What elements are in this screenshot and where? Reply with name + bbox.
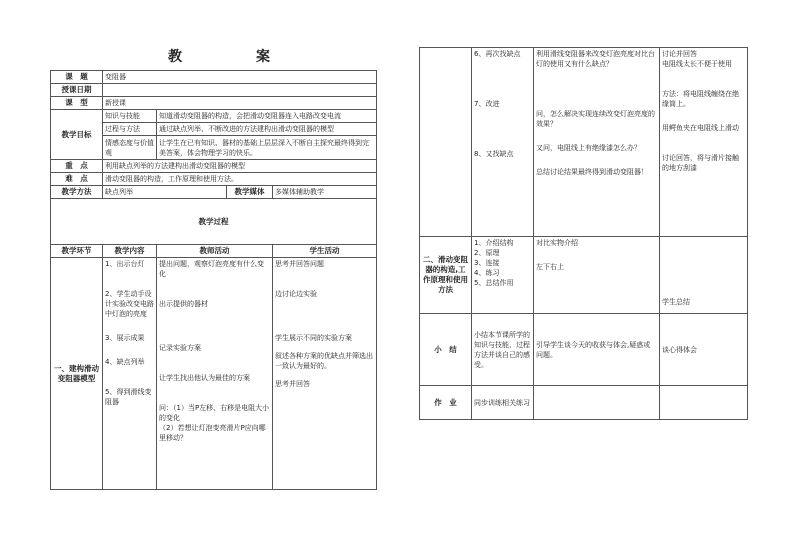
teacher-item: 出示提供的器材 [159, 300, 208, 308]
content-item: 3、连接 [474, 259, 500, 267]
student-item: 思考并回答问题 [275, 260, 324, 268]
teacher-item: 问：（1）当P左移、右移是电阻大小的变化 （2）若想让灯泡变亮滑片P应向哪里移动？ [159, 404, 270, 442]
student-column [273, 258, 377, 490]
method-value: 缺点列举 [103, 186, 227, 199]
goal-name: 过程与方法 [103, 123, 157, 136]
goal-name: 知识与技能 [103, 110, 157, 123]
content-item: 4、缺点列举 [105, 358, 145, 366]
teacher-item: 左下右上 [536, 263, 564, 271]
teacher-column [157, 258, 273, 490]
goal-text: 让学生在已有知识、器材的基础上层层深入不断自主探究最终得到完美答案，体会物理学习的快乐。 [157, 136, 377, 160]
content-item: 5、总结作用 [474, 279, 514, 287]
goal-text: 知道滑动变阻器的构造，会把滑动变阻器连入电路改变电流 [157, 110, 377, 123]
type-value: 新授课 [103, 97, 377, 110]
section1-label: 一、建构滑动变阻器模型 [51, 258, 103, 490]
content-item: 1、介绍结构 [474, 239, 514, 247]
header-stage: 教学环节 [51, 245, 103, 258]
key-value: 利用缺点列举的方法建构出滑动变阻器的模型 [103, 160, 377, 173]
header-teacher: 教师活动 [157, 245, 273, 258]
teacher-item: 又问，电阻线上有绝缘漆怎么办？ [536, 144, 641, 152]
summary-teacher: 引导学生谈今天的收获与体会,疑惑或问题。 [534, 314, 660, 386]
content-item: 2、学生动手设计实验改变电路中灯泡的亮度 [105, 290, 154, 318]
student-item: 讨论回答，将与滑片接触的地方刮漆 [662, 154, 739, 172]
section2-student: 学生总结 [660, 237, 748, 314]
goal-text: 通过缺点列举、不断改进的方法建构出滑动变阻器的模型 [157, 123, 377, 136]
difficulty-label: 难 点 [51, 173, 103, 186]
goals-label: 教学目标 [51, 110, 103, 160]
homework-label: 作 业 [420, 386, 472, 420]
process-title: 教学过程 [51, 199, 377, 245]
content-item: 7、改进 [474, 100, 500, 108]
media-label: 教学媒体 [227, 186, 273, 199]
student-item: 方法：将电阻线缠绕在绝缘筒上。 [662, 90, 739, 108]
summary-content: 小结本节课所学的知识与技能，过程方法并谈自己的感受。 [472, 314, 534, 386]
student-item: 学生展示不同的实验方案 [275, 334, 352, 342]
section2-content [472, 237, 534, 314]
media-value: 多媒体辅助教学 [273, 186, 377, 199]
content-item: 3、展示成果 [105, 334, 145, 342]
key-label: 重 点 [51, 160, 103, 173]
teacher-item: 总结讨论结果最终得到滑动变阻器！ [536, 168, 648, 176]
student-item: 思考并回答 [275, 380, 310, 388]
course-value: 变阻器 [103, 71, 377, 84]
student-item: 边讨论边实验 [275, 290, 317, 298]
header-student: 学生活动 [273, 245, 377, 258]
teacher-item: 记录实验方案 [159, 344, 201, 352]
student-item: 用鳄鱼夹在电阻线上滑动 [662, 124, 739, 132]
teacher-item: 利用滑线变阻器来改变灯泡亮度对比台灯的使用又有什么缺点？ [536, 50, 655, 68]
content-item: 4、练习 [474, 269, 500, 277]
course-label: 课 题 [51, 71, 103, 84]
summary-label: 小 结 [420, 314, 472, 386]
section2-teacher [534, 237, 660, 314]
homework-content: 同步训练相关练习 [472, 386, 534, 420]
lesson-plan-table-right [419, 47, 748, 420]
lesson-plan-table-left [50, 70, 377, 490]
content-item: 5、得到滑线变阻器 [105, 388, 152, 406]
method-label: 教学方法 [51, 186, 103, 199]
date-value [103, 84, 377, 97]
teacher-item: 问，怎么解决实现连续改变灯泡亮度的效果？ [536, 110, 655, 128]
goal-name: 情感态度与价值观 [103, 136, 157, 160]
student-item: 叙述各种方案的优缺点并筛选出一致认为最好的。 [275, 352, 373, 370]
content-column [472, 48, 534, 237]
content-item: 1、出示台灯 [105, 260, 145, 268]
date-label: 授课日期 [51, 84, 103, 97]
summary-student: 谈心得体会 [660, 314, 748, 386]
header-content: 教学内容 [103, 245, 157, 258]
content-item: 8、又找缺点 [474, 150, 514, 158]
teacher-item: 对比实物介绍 [536, 239, 578, 247]
teacher-item: 提出问题，观察灯泡亮度有什么变化 [159, 260, 264, 278]
student-item: 讨论并回答 电阻线太长不便于使用 [662, 50, 732, 68]
teacher-item: 让学生找出他认为最佳的方案 [159, 374, 250, 382]
difficulty-value: 滑动变阻器的构造，工作原理和使用方法。 [103, 173, 377, 186]
section2-label: 二、滑动变阻器的构造,工作原理和使用方法 [420, 237, 472, 314]
type-label: 课 型 [51, 97, 103, 110]
student-column [660, 48, 748, 237]
content-item: 6、再次找缺点 [474, 50, 521, 58]
content-item: 2、原理 [474, 249, 500, 257]
teacher-column [534, 48, 660, 237]
content-column [103, 258, 157, 490]
page-title: 教 案 [168, 49, 300, 65]
